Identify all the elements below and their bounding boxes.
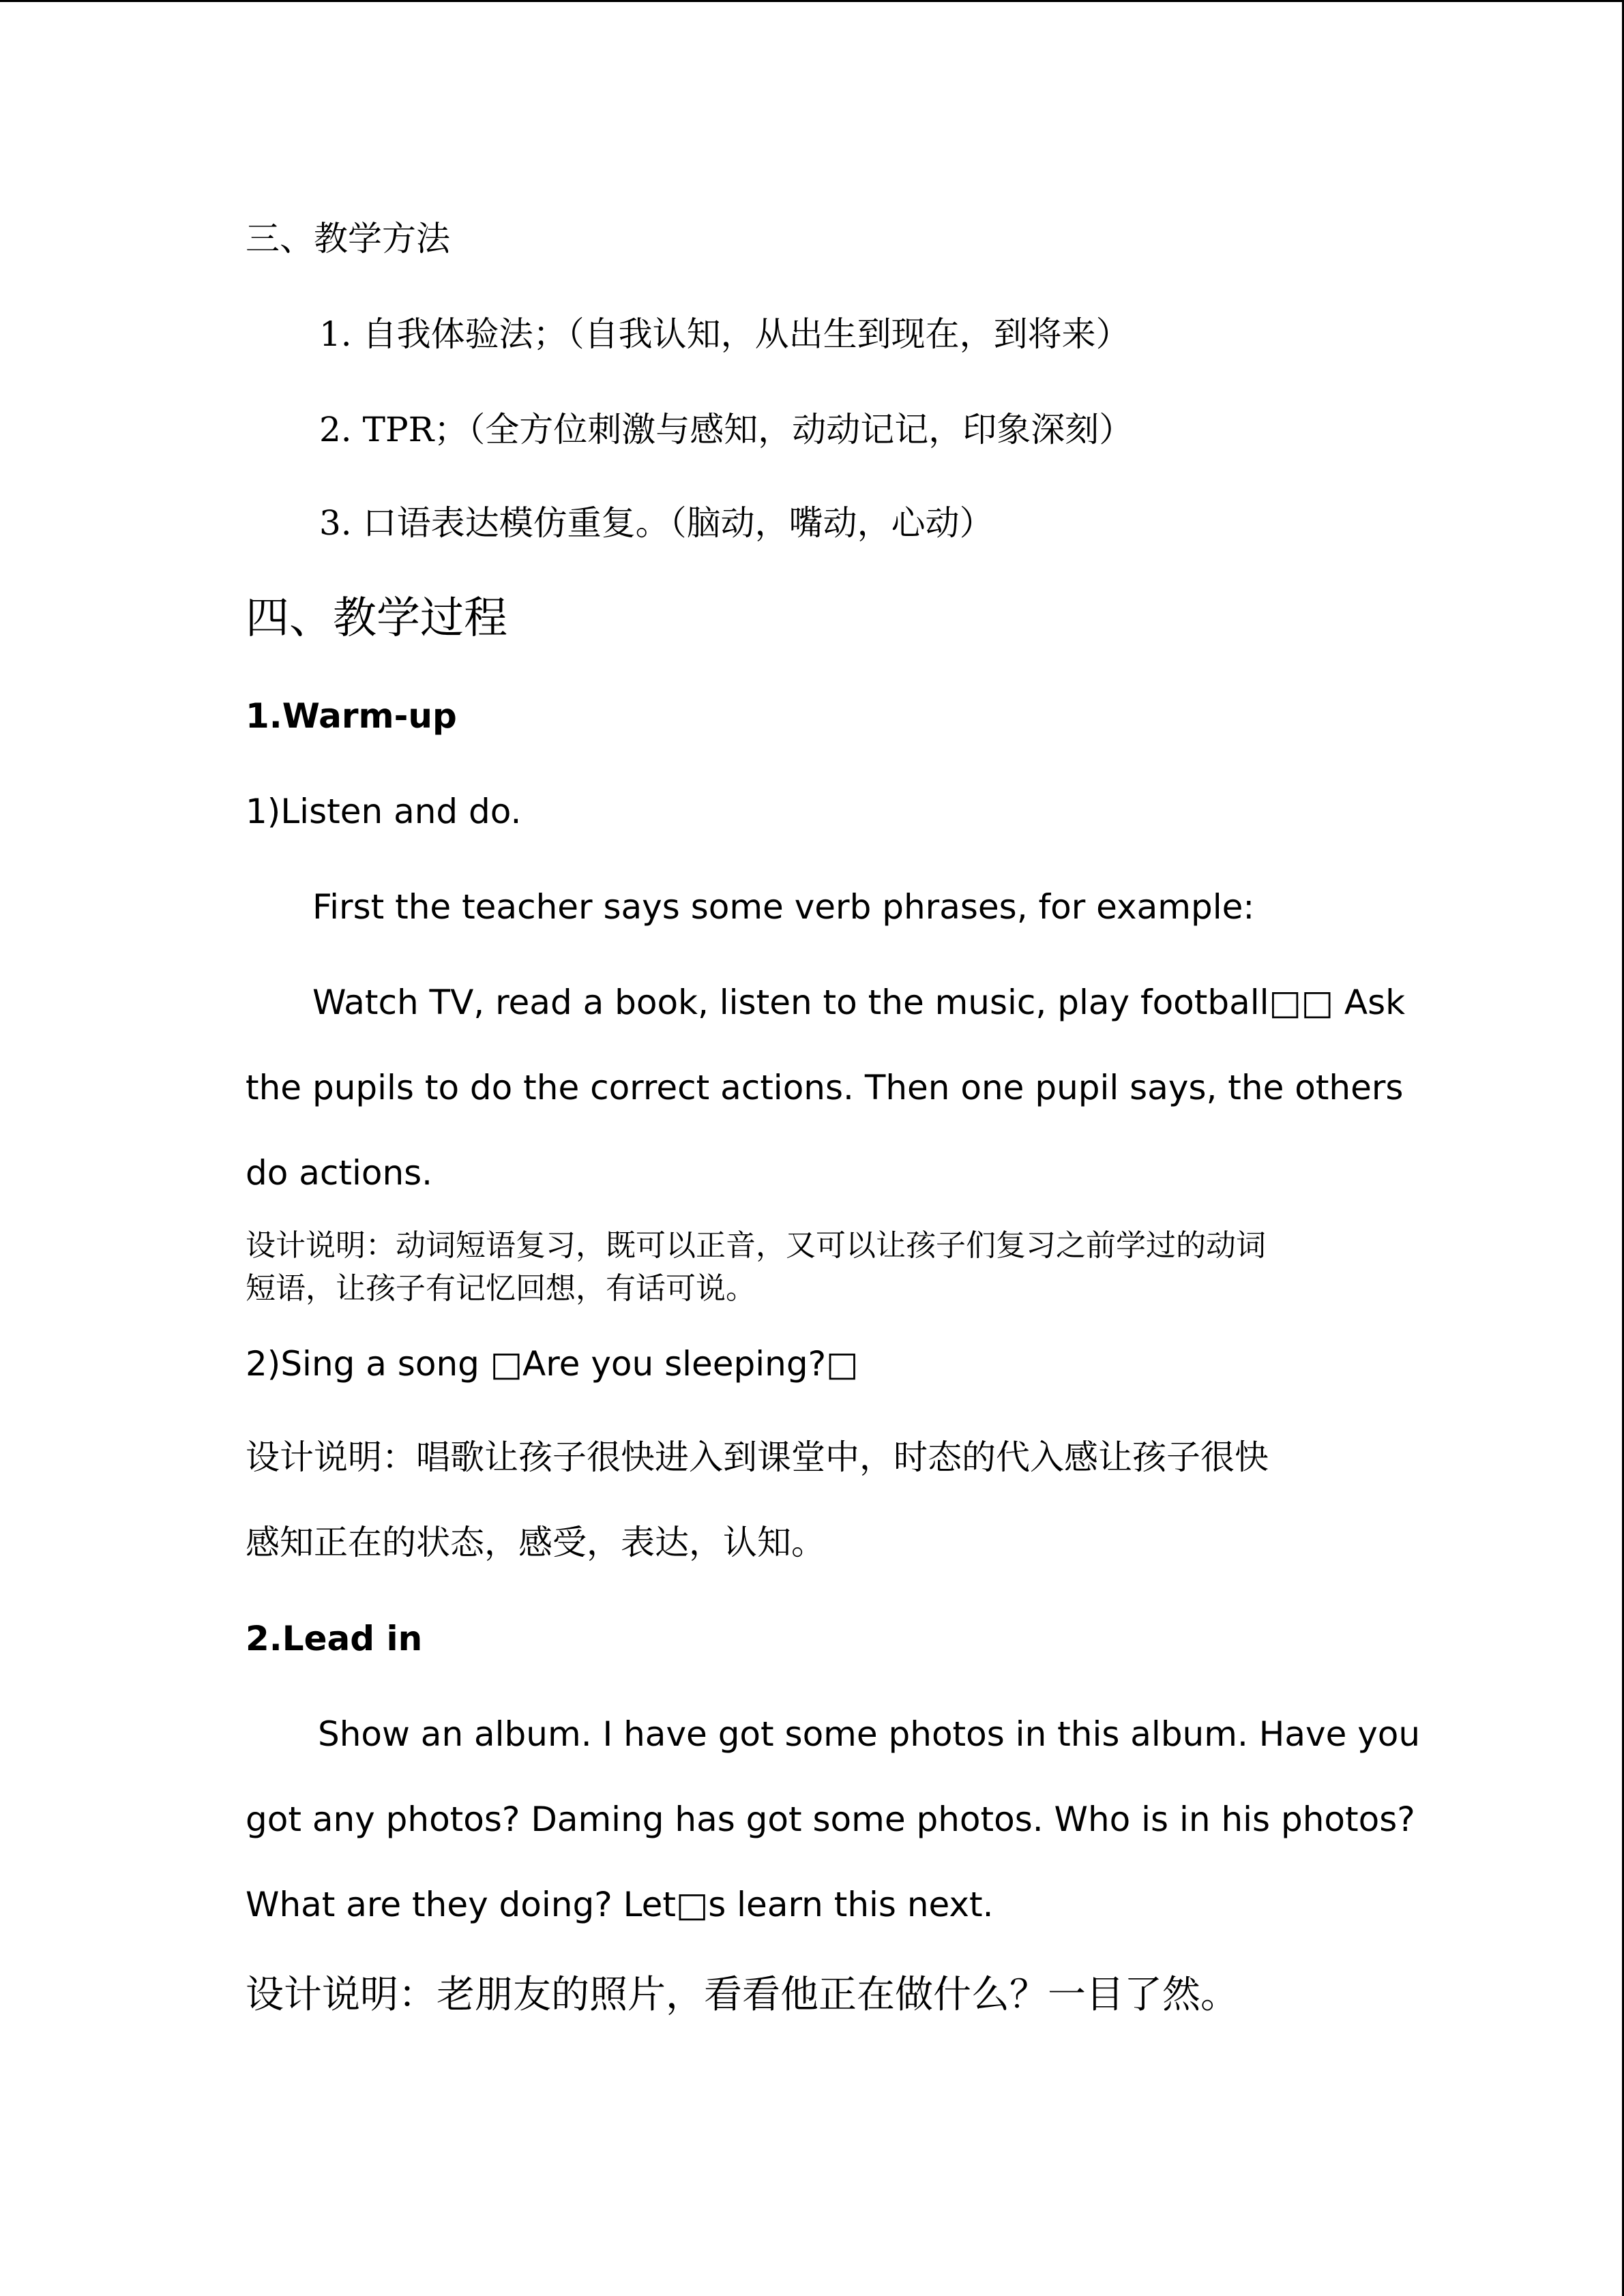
design-note-2-line: 感知正在的状态，感受，表达，认知。	[246, 1523, 825, 1562]
warmup-text-line: do actions.	[246, 1153, 433, 1193]
design-note-2-line: 设计说明：唱歌让孩子很快进入到课堂中，时态的代入感让孩子很快	[246, 1437, 1269, 1477]
top-border-line	[0, 0, 1624, 2]
warmup-title: 1.Warm-up	[246, 696, 457, 736]
section4-heading: 四、教学过程	[246, 593, 507, 644]
design-note-1-line: 短语，让孩子有记忆回想，有话可说。	[246, 1271, 756, 1306]
leadin-text-line: Show an album. I have got some photos in this album. Have you	[318, 1714, 1421, 1754]
section3-heading: 三、教学方法	[246, 219, 450, 258]
warmup-text-line: Watch TV, read a book, listen to the music, play football□□ Ask	[312, 983, 1406, 1022]
leadin-title: 2.Lead in	[246, 1619, 423, 1658]
design-note-3: 设计说明：老朋友的照片，看看他正在做什么？一目了然。	[246, 1973, 1239, 2017]
method-item-2: 2. TPR；（全方位刺激与感知，动动记记，印象深刻）	[319, 410, 1134, 449]
method-item-1: 1. 自我体验法；（自我认知，从出生到现在，到将来）	[319, 314, 1130, 354]
warmup-text-line: First the teacher says some verb phrases, for example:	[312, 887, 1255, 927]
sing-a-song-title: 2)Sing a song □Are you sleeping?□	[246, 1344, 859, 1384]
leadin-text-line: What are they doing? Let□s learn this next.	[246, 1885, 994, 1924]
listen-and-do-title: 1)Listen and do.	[246, 792, 522, 831]
warmup-text-line: the pupils to do the correct actions. Then one pupil says, the others	[246, 1068, 1404, 1107]
design-note-1-line: 设计说明：动词短语复习，既可以正音，又可以让孩子们复习之前学过的动词	[246, 1228, 1266, 1263]
leadin-text-line: got any photos? Daming has got some photos. Who is in his photos?	[246, 1800, 1415, 1839]
method-item-3: 3. 口语表达模仿重复。（脑动，嘴动，心动）	[319, 503, 994, 543]
